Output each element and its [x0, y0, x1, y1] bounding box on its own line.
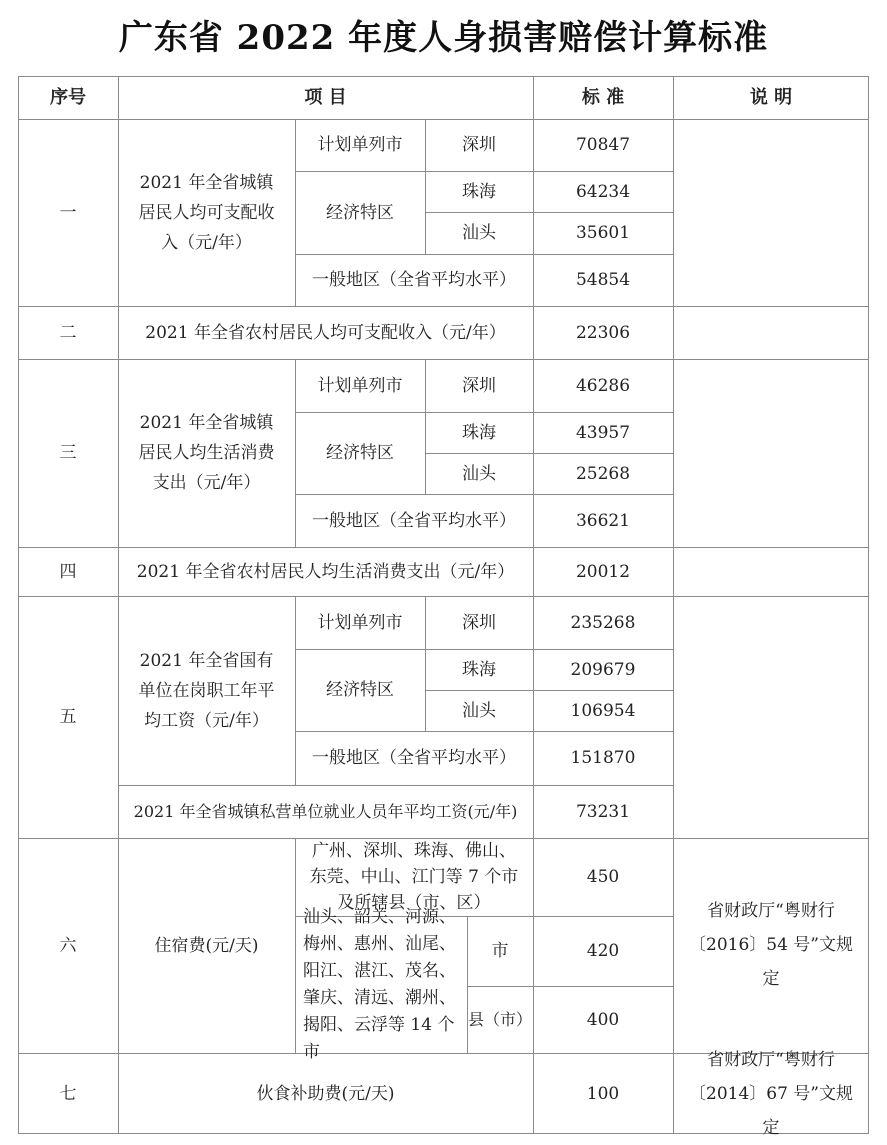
row1-shenzhen-label: 深圳 [462, 135, 496, 155]
row6-group-b: 汕头、韶关、河源、梅州、惠州、汕尾、阳江、湛江、茂名、肇庆、清远、潮州、揭阳、云浮等 14 个市 [303, 906, 456, 1062]
row4-value: 20012 [575, 561, 631, 582]
row1-general-label: 一般地区（全省平均水平） [312, 270, 516, 290]
row6-group-a-value: 450 [586, 867, 620, 887]
row5-item: 2021 年全省国有单位在岗职工年平均工资（元/年） [138, 650, 275, 731]
row7-seq: 七 [59, 1083, 77, 1104]
row2-seq: 二 [59, 322, 77, 343]
row7-note: 省财政厅“粤财行〔2014〕67 号”文规定 [689, 1049, 853, 1138]
row3-general-value: 36621 [575, 510, 631, 531]
row6-group-a: 广州、深圳、珠海、佛山、东莞、中山、江门等 7 个市及所辖县（市、区） [309, 841, 519, 913]
row3-sez-label: 经济特区 [326, 443, 394, 463]
row1-shantou-label: 汕头 [462, 223, 496, 243]
row5-general-value: 151870 [570, 748, 636, 768]
row4-item: 2021 年全省农村居民人均生活消费支出（元/年） [136, 561, 515, 582]
row1-zhuhai-value: 64234 [575, 181, 631, 202]
row5-private-item: 2021 年全省城镇私营单位就业人员年平均工资(元/年) [133, 801, 518, 821]
row4-seq: 四 [59, 561, 77, 582]
row3-item: 2021 年全省城镇居民人均生活消费支出（元/年） [138, 413, 275, 493]
row6-county-value: 400 [586, 1009, 620, 1030]
row5-seq: 五 [59, 707, 77, 727]
row7-item: 伙食补助费(元/天) [256, 1083, 395, 1104]
header-standard: 标 准 [581, 86, 625, 108]
row5-sez-label: 经济特区 [326, 680, 394, 700]
row5-private-value: 73231 [575, 801, 631, 822]
row5-shenzhen-value: 235268 [570, 612, 636, 633]
header-seq: 序号 [50, 86, 86, 108]
row3-plan-city-label: 计划单列市 [317, 375, 403, 396]
row3-shenzhen-label: 深圳 [462, 375, 496, 396]
row3-shantou-value: 25268 [575, 463, 631, 484]
row1-shantou-value: 35601 [575, 223, 631, 243]
row3-zhuhai-value: 43957 [575, 422, 631, 443]
row1-plan-city-label: 计划单列市 [317, 135, 403, 155]
row3-seq: 三 [59, 443, 77, 463]
row5-plan-city-label: 计划单列市 [317, 612, 403, 633]
row6-city-value: 420 [586, 941, 620, 961]
row1-sez-label: 经济特区 [326, 202, 394, 223]
row5-shantou-value: 106954 [570, 700, 636, 721]
row5-zhuhai-value: 209679 [570, 659, 636, 680]
row6-city-label: 市 [491, 941, 509, 961]
row3-zhuhai-label: 珠海 [462, 422, 496, 443]
row6-item: 住宿费(元/天) [154, 935, 259, 956]
row7-value: 100 [586, 1083, 620, 1104]
row1-zhuhai-label: 珠海 [462, 181, 496, 202]
row5-zhuhai-label: 珠海 [462, 659, 496, 680]
header-item: 项 目 [304, 86, 347, 108]
row1-shenzhen-value: 70847 [575, 135, 631, 155]
row3-general-label: 一般地区（全省平均水平） [312, 510, 516, 531]
row2-item: 2021 年全省农村居民人均可支配收入（元/年） [145, 322, 506, 343]
row3-shantou-label: 汕头 [462, 463, 496, 484]
row6-county-label: 县（市） [467, 1009, 532, 1029]
row6-seq: 六 [59, 935, 77, 956]
row5-general-label: 一般地区（全省平均水平） [312, 748, 516, 768]
row6-note: 省财政厅“粤财行〔2016〕54 号”文规定 [689, 901, 853, 989]
header-note: 说 明 [749, 86, 793, 108]
row1-general-value: 54854 [575, 270, 631, 290]
row2-value: 22306 [575, 322, 631, 343]
row5-shenzhen-label: 深圳 [462, 612, 496, 633]
row5-shantou-label: 汕头 [462, 700, 496, 721]
page-title: 广东省 2022 年度人身损害赔偿计算标准 [118, 18, 769, 58]
row3-shenzhen-value: 46286 [575, 375, 631, 396]
row1-seq: 一 [59, 202, 77, 223]
row1-item: 2021 年全省城镇居民人均可支配收入（元/年） [138, 172, 275, 253]
